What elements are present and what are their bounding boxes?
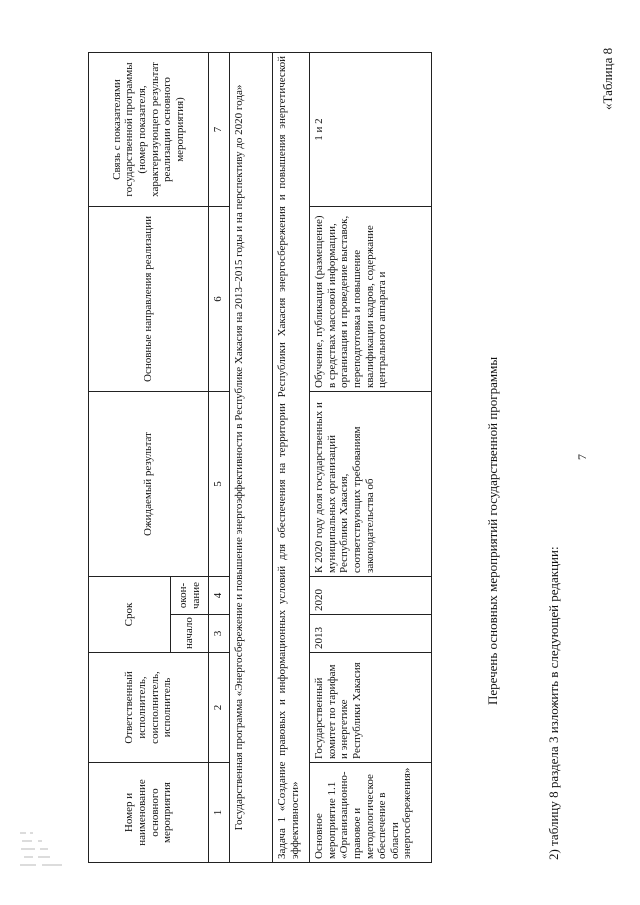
table-row [310, 53, 432, 863]
header-term: Срок [89, 577, 171, 653]
program-title: Государственная программа «Энергосбережение и повышение энергоэффективности в Республике Хакасия на 2013–2015 годы и на перспективу до 2020 года» [230, 53, 273, 863]
header-link: Связь с показателями государственной программы (номер показателя, характеризующего результат реализации основного мероприятия) [89, 53, 209, 207]
header-name: Номер и наименование основного мероприятия [89, 763, 209, 863]
measure-executor: Государственный комитет по тарифам и энергетике Республики Хакасия [310, 653, 432, 763]
column-number: 2 [209, 653, 230, 763]
column-number: 4 [209, 577, 230, 615]
measures-table [88, 52, 432, 863]
page-number: 7 [575, 454, 589, 460]
column-number: 3 [209, 615, 230, 653]
column-numbers-row [209, 53, 230, 863]
list-title: Перечень основных мероприятий государственной программы [485, 356, 500, 705]
header-directions: Основные направления реализации [89, 207, 209, 392]
task-row [273, 53, 310, 863]
program-row [230, 53, 273, 863]
header-term-end: окон-чание [171, 577, 209, 615]
header-result: Ожидаемый результат [89, 392, 209, 577]
header-executor: Ответственный исполнитель, соисполнитель, исполнитель [89, 653, 209, 763]
measure-directions: Обучение, публикация (размещение) в средствах массовой информации, организация и проведение выставок, переподготовка и повышение квалификации кадров, содержание центрального аппарата и [310, 207, 432, 392]
measure-start: 2013 [310, 615, 432, 653]
column-number: 7 [209, 53, 230, 207]
table-reference: «Таблица 8 [600, 47, 615, 110]
header-term-start: начало [171, 615, 209, 653]
scan-artifact-icon [18, 828, 73, 873]
header-row [89, 53, 171, 863]
column-number: 5 [209, 392, 230, 577]
task-title: Задача 1 «Создание правовых и информационных условий для обеспечения на территории Республики Хакасия энергосбережения и повышения энергетической эффективности» [273, 53, 310, 863]
measure-link: 1 и 2 [310, 53, 432, 207]
column-number: 6 [209, 207, 230, 392]
measure-end: 2020 [310, 577, 432, 615]
measure-result: К 2020 году доля государственных и муниципальных организаций Республики Хакасия, соответствующих требованиям законодательства об [310, 392, 432, 577]
instruction-text: 2) таблицу 8 раздела 3 изложить в следующей редакции: [546, 546, 561, 860]
measure-name: Основное мероприятие 1.1 «Организационно-правовое и методологическое обеспечение в области энергосбережения» [310, 763, 432, 863]
column-number: 1 [209, 763, 230, 863]
